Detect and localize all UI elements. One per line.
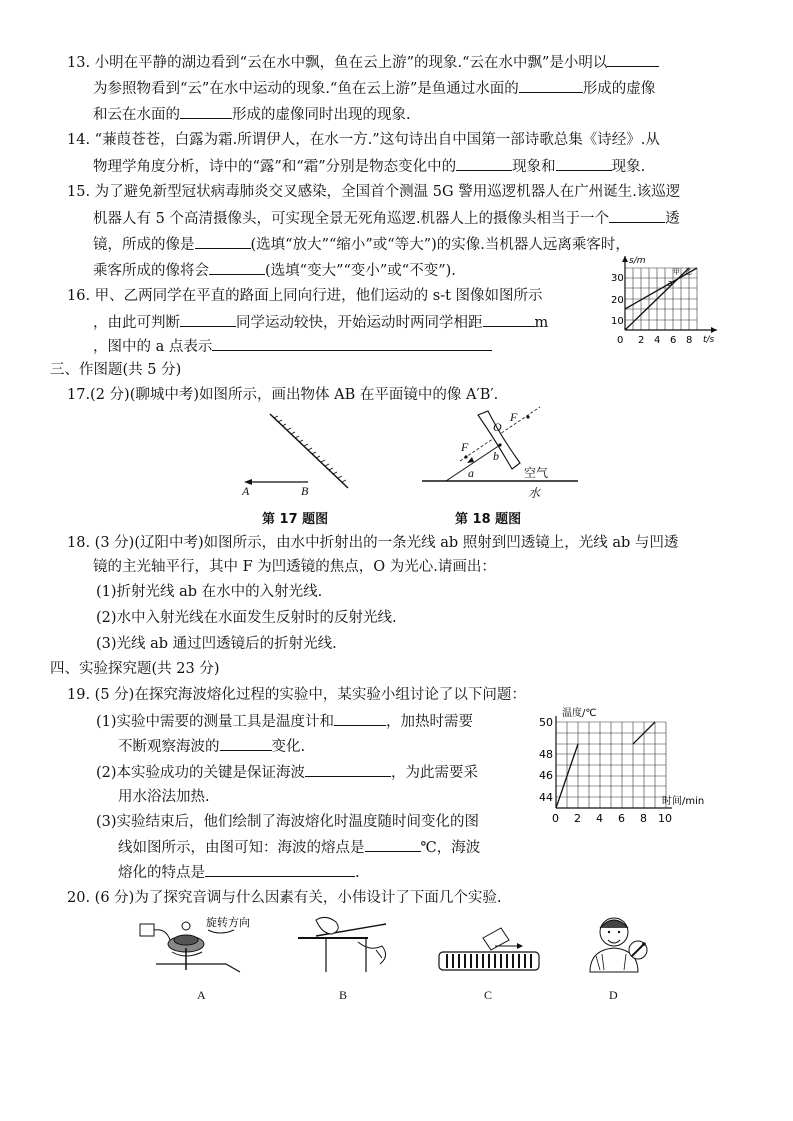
q19-blank-5[interactable]	[205, 862, 355, 877]
q15-text: 乘客所成的像将会	[93, 263, 209, 279]
q18-line1	[67, 533, 678, 553]
q18-text: (1)折射光线 ab 在水中的入射光线.	[96, 584, 323, 600]
q15-line3	[93, 234, 630, 255]
label-jia: 甲	[673, 268, 680, 276]
q19-sub1-line2	[118, 736, 305, 757]
label-a: a	[667, 279, 673, 289]
q19-line1	[67, 685, 526, 705]
medium-air-label: 空气	[524, 466, 549, 480]
plane-mirror	[270, 414, 348, 488]
q19-text: ，为此需要采	[391, 765, 479, 781]
q15-line2	[93, 208, 680, 229]
ytick: 44	[539, 791, 553, 804]
section-3-title: 三、作图题(共 5 分)	[50, 362, 182, 378]
section-4-heading	[50, 659, 219, 679]
xtick: 0	[617, 335, 624, 346]
q16-st-graph	[605, 252, 725, 346]
q15-blank-1[interactable]	[609, 208, 665, 223]
q13-line3	[93, 104, 411, 125]
xtick: 0	[552, 812, 559, 825]
q19-sub3-line3	[118, 862, 360, 883]
q19-text: 不断观察海波的	[118, 739, 220, 755]
medium-water-label: 水	[528, 486, 541, 500]
ytick: 50	[539, 716, 553, 729]
q14-blank-2[interactable]	[556, 156, 612, 171]
q14-text: 现象和	[512, 159, 556, 175]
q19-blank-1[interactable]	[334, 711, 386, 726]
q20-line1	[67, 888, 501, 908]
q20-figure-c-comb	[435, 922, 545, 978]
q15-text: 镜，所成的像是	[93, 237, 195, 253]
q19-text: 熔化的特点是	[118, 865, 205, 881]
q16-blank-1[interactable]	[180, 312, 236, 327]
q13-line1	[67, 52, 659, 73]
xtick: 4	[654, 335, 661, 346]
xtick: 6	[618, 812, 625, 825]
q19-sub1-line1	[96, 711, 473, 732]
figure-d-label: D	[609, 988, 618, 1002]
q18-text: (3)光线 ab 通过凹透镜后的折射光线.	[96, 636, 337, 652]
q15-blank-3[interactable]	[209, 260, 265, 275]
q14-text: 现象.	[611, 159, 646, 175]
q16-text: ，由此可判断	[93, 315, 180, 331]
q16-blank-3[interactable]	[212, 336, 492, 351]
q14-line2	[93, 156, 645, 177]
q20-figure-b-ruler	[296, 912, 396, 978]
xtick: 8	[640, 812, 647, 825]
section-3-heading	[50, 360, 181, 380]
ytick: 30	[611, 273, 624, 284]
q20-figure-a-rotating-disc	[136, 912, 256, 978]
focus-f-left: F	[461, 440, 469, 454]
figure-a-label: A	[197, 988, 206, 1002]
rotate-direction-label: 旋转方向	[206, 916, 250, 929]
q13-blank-3[interactable]	[180, 104, 232, 119]
q19-text: 用水浴法加热.	[118, 789, 210, 805]
q18-text: 镜的主光轴平行，其中 F 为凹透镜的焦点，O 为光心.请画出：	[93, 559, 496, 575]
q13-text: 形成的虚像同时出现的现象.	[232, 107, 411, 123]
q16-line3	[93, 336, 492, 357]
ytick: 48	[539, 748, 553, 761]
xtick: 4	[596, 812, 603, 825]
q13-text: 13. 小明在平静的湖边看到“云在水中飘，鱼在云上游”的现象.“云在水中飘”是小明以	[67, 55, 608, 71]
q13-text: 形成的虚像	[582, 81, 656, 97]
q13-line2	[93, 78, 655, 99]
q17-text: 17.(2 分)(聊城中考)如图所示，画出物体 AB 在平面镜中的像 A′B′.	[67, 387, 499, 403]
q19-blank-2[interactable]	[220, 736, 272, 751]
q15-blank-2[interactable]	[195, 234, 251, 249]
point-a: a	[468, 466, 474, 480]
q13-blank-2[interactable]	[519, 78, 583, 93]
q14-text: 14. “蒹葭苍苍，白露为霜.所谓伊人，在水一方.”这句诗出自中国第一部诗歌总集《诗经》.从	[67, 132, 660, 148]
section-4-title: 四、实验探究题(共 23 分)	[50, 661, 220, 677]
ytick: 10	[611, 316, 624, 327]
q19-text: (1)实验中需要的测量工具是温度计和	[96, 714, 335, 730]
xtick: 6	[670, 335, 677, 346]
graph-xlabel: t/s	[703, 335, 715, 345]
q15-text: 15. 为了避免新型冠状病毒肺炎交叉感染，全国首个测温 5G 警用巡逻机器人在广州诞生.该巡逻	[67, 184, 681, 200]
q19-text: ，加热时需要	[386, 714, 474, 730]
fig17-mirror-diagram	[230, 412, 360, 502]
q19-text: ℃，海波	[420, 840, 481, 856]
q14-line1	[67, 130, 660, 150]
figure-c-label: C	[484, 988, 493, 1002]
fig17-caption: 第 17 题图	[262, 512, 329, 527]
q18-sub3	[96, 634, 337, 654]
q19-text: (3)实验结束后，他们绘制了海波熔化时温度随时间变化的图	[96, 814, 480, 830]
focus-f-right: F	[510, 410, 518, 424]
graph-xlabel: 时间/min	[662, 796, 705, 807]
q17-line1	[67, 385, 498, 405]
graph-ylabel: 温度/℃	[562, 708, 597, 719]
q16-line2	[93, 312, 548, 333]
q19-blank-4[interactable]	[365, 837, 421, 852]
label-yi: 乙	[685, 268, 692, 276]
q15-text: 透	[665, 211, 680, 227]
q15-text: (选填“变大”“变小”或“不变”).	[265, 263, 456, 279]
q13-blank-1[interactable]	[607, 52, 659, 67]
q15-text: 机器人有 5 个高清摄像头，可实现全景无死角巡逻.机器人上的摄像头相当于一个	[93, 211, 610, 227]
mirror-hatching	[274, 416, 346, 482]
xtick: 10	[658, 812, 672, 825]
q18-line2	[93, 557, 496, 577]
q15-line4	[93, 260, 456, 281]
q18-text: 18. (3 分)(辽阳中考)如图所示，由水中折射出的一条光线 ab 照射到凹透镜上，光线 ab 与凹透	[67, 535, 679, 551]
q18-sub2	[96, 608, 397, 628]
q19-sub2-line1	[96, 762, 478, 783]
q19-sub3-line2	[118, 837, 480, 858]
optical-center-o: O	[493, 420, 502, 434]
q15-line1	[67, 182, 680, 202]
figure-b-label: B	[339, 988, 348, 1002]
q14-blank-1[interactable]	[456, 156, 512, 171]
q13-text: 为参照物看到“云”在水中运动的现象.“鱼在云上游”是鱼通过水面的	[93, 81, 519, 97]
q19-sub3-line1	[96, 812, 479, 832]
ytick: 20	[611, 295, 624, 306]
ytick: 46	[539, 769, 553, 782]
q16-line1	[67, 286, 543, 306]
q13-text: 和云在水面的	[93, 107, 180, 123]
graph-ylabel: s/m	[629, 256, 646, 266]
q18-text: (2)水中入射光线在水面发生反射时的反射光线.	[96, 610, 397, 626]
q16-text: 16. 甲、乙两同学在平直的路面上同向行进，他们运动的 s-t 图像如图所示	[67, 288, 543, 304]
q19-sub2-line2	[118, 787, 210, 807]
point-a-label: A	[242, 484, 250, 498]
q16-text: ，图中的 a 点表示	[93, 339, 213, 355]
q19-text: (2)本实验成功的关键是保证海波	[96, 765, 306, 781]
q16-text: 同学运动较快，开始运动时两同学相距	[236, 315, 483, 331]
point-b: b	[493, 449, 499, 463]
xtick: 2	[638, 335, 645, 346]
q19-text: 变化.	[271, 739, 306, 755]
q16-blank-2[interactable]	[483, 312, 535, 327]
q19-blank-3[interactable]	[305, 762, 391, 777]
q19-text: .	[355, 865, 360, 881]
q16-text: m	[534, 315, 549, 331]
q20-text: 20. (6 分)为了探究音调与什么因素有关，小伟设计了下面几个实验.	[67, 890, 502, 906]
q19-temperature-graph	[534, 704, 714, 830]
q18-sub1	[96, 582, 322, 602]
xtick: 8	[686, 335, 693, 346]
q15-text: (选填“放大”“缩小”或“等大”)的实像.当机器人远离乘客时，	[250, 237, 630, 253]
xtick: 2	[574, 812, 581, 825]
point-b-label: B	[301, 484, 309, 498]
q19-text: 19. (5 分)在探究海波熔化过程的实验中，某实验小组讨论了以下问题：	[67, 687, 526, 703]
q14-text: 物理学角度分析，诗中的“露”和“霜”分别是物态变化中的	[93, 159, 457, 175]
q19-text: 线如图所示，由图可知：海波的熔点是	[118, 840, 365, 856]
q20-figure-d-boy	[572, 910, 656, 980]
fig18-caption: 第 18 题图	[455, 512, 522, 527]
